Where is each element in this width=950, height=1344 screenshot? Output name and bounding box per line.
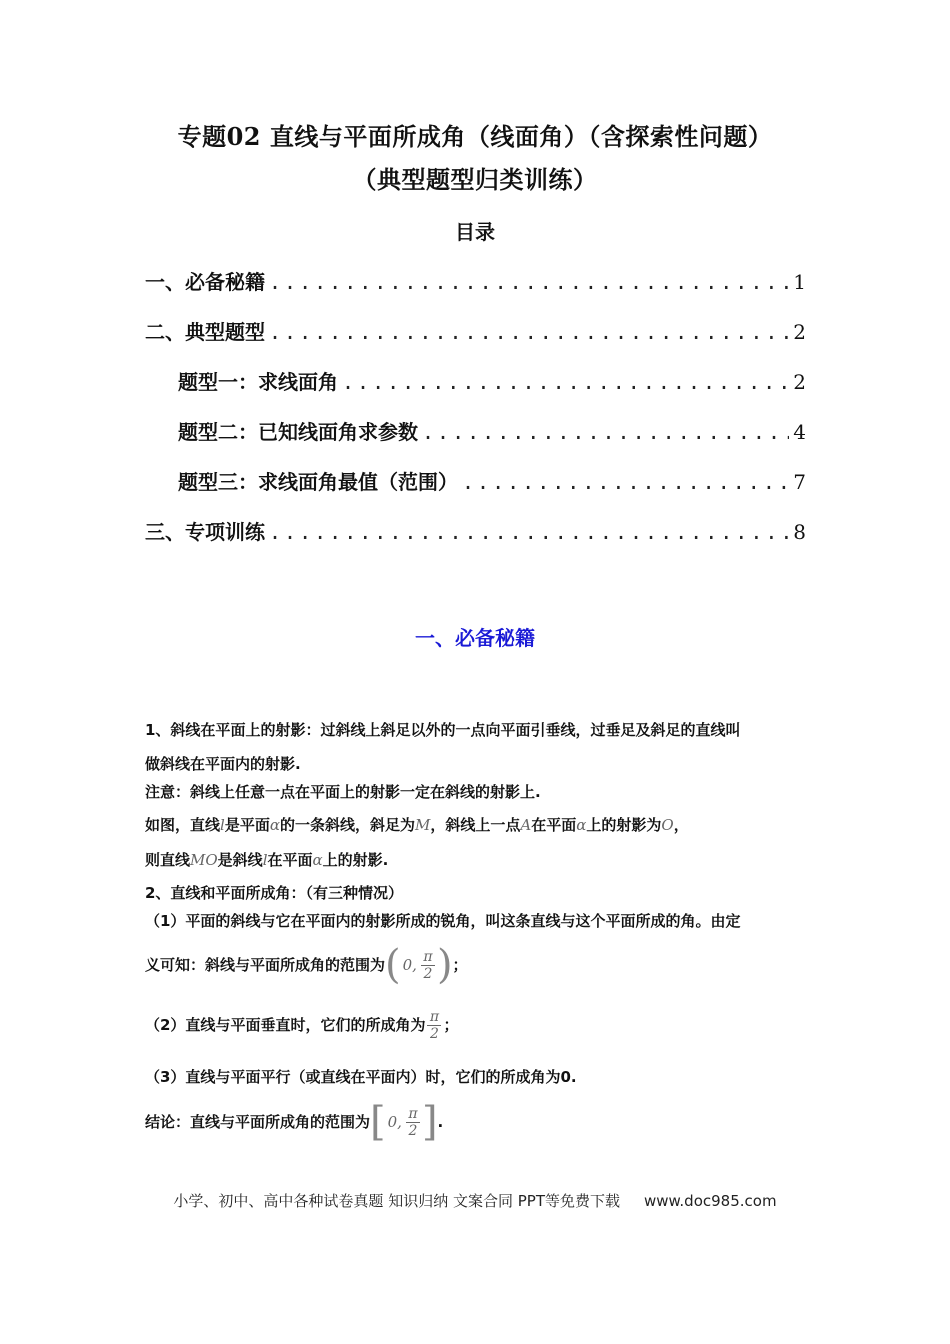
math-two: 2: [408, 1122, 418, 1139]
text-span: 是平面: [224, 816, 270, 834]
text-span: ；: [452, 956, 468, 974]
toc-page: 8: [793, 520, 806, 544]
math-zero: 0,: [402, 956, 417, 974]
toc-item-1[interactable]: [145, 266, 806, 295]
case-1: [145, 904, 810, 938]
text-span: 在平面: [267, 851, 313, 869]
text-span: 上的射影为: [586, 816, 662, 834]
toc-leader: [342, 370, 789, 394]
fraction-pi-over-2: [427, 1009, 441, 1042]
figure-description: [145, 808, 810, 842]
note-line: 注意：斜线上任意一点在平面上的射影一定在斜线的射影上.: [145, 783, 541, 801]
closed-interval: [370, 1099, 438, 1145]
toc-page: 4: [793, 420, 806, 444]
toc-item-label: 题型二：已知线面角求参数: [178, 420, 418, 444]
toc-leader: [462, 470, 789, 494]
math-zero: 0,: [387, 1113, 402, 1131]
toc-item-3[interactable]: [178, 366, 806, 395]
text-span: ，斜线上一点: [430, 816, 521, 834]
toc-item-label: 三、专项训练: [145, 520, 265, 544]
math-alpha: α: [312, 851, 323, 869]
text-line: 做斜线在平面内的射影.: [145, 755, 301, 773]
text-line: 1、斜线在平面上的射影：过斜线上斜足以外的一点向平面引垂线，过垂足及斜足的直线叫: [145, 721, 741, 739]
math-l: l: [220, 816, 225, 834]
case-2: [145, 1008, 810, 1042]
toc-page: 2: [793, 320, 806, 344]
math-two: 2: [429, 1025, 439, 1042]
paren-right: ): [436, 942, 453, 988]
text-span: 如图，直线: [145, 816, 221, 834]
text-span: （2）直线与平面垂直时，它们的所成角为: [145, 1016, 426, 1034]
text-span: 结论：直线与平面所成角的范围为: [145, 1113, 371, 1131]
toc-item-label: 题型三：求线面角最值（范围）: [178, 470, 458, 494]
toc-item-5[interactable]: [178, 466, 806, 495]
text-span: 则直线: [145, 851, 191, 869]
bracket-right: ]: [421, 1099, 438, 1145]
math-l: l: [262, 851, 268, 869]
case-3: （3）直线与平面平行（或直线在平面内）时，它们的所成角为0.: [145, 1068, 577, 1086]
toc-leader: [269, 520, 789, 544]
text-line: （1）平面的斜线与它在平面内的射影所成的锐角，叫这条直线与这个平面所成的角。由定: [145, 912, 741, 930]
math-M: M: [415, 816, 431, 834]
math-two: 2: [423, 965, 433, 982]
page-footer: [0, 1190, 950, 1211]
footer-url[interactable]: www.doc985.com: [643, 1192, 777, 1210]
fraction-pi-over-2: [421, 949, 435, 982]
text-span: ；: [443, 1016, 459, 1034]
toc-page: 7: [793, 470, 806, 494]
paren-left: (: [385, 942, 401, 988]
math-MO: MO: [190, 851, 218, 869]
toc-page: 2: [793, 370, 806, 394]
definition-angle-heading: 2、直线和平面所成角：（有三种情况）: [145, 884, 403, 902]
footer-text: 小学、初中、高中各种试卷真题 知识归纳 文案合同 PPT等免费下载: [173, 1192, 620, 1210]
text-span: 的一条斜线，斜足为: [279, 816, 415, 834]
toc-item-6[interactable]: [145, 516, 806, 545]
open-interval: [385, 942, 453, 988]
section-heading: 一、必备秘籍: [415, 626, 535, 650]
toc-item-2[interactable]: [145, 316, 806, 345]
math-pi: π: [423, 948, 433, 965]
definition-projection: [145, 713, 810, 781]
math-alpha: α: [576, 816, 587, 834]
toc-leader: [422, 420, 789, 444]
text-span: .: [437, 1113, 444, 1131]
text-span: ，: [673, 816, 689, 834]
toc-item-label: 二、典型题型: [145, 320, 265, 344]
text-span: 是斜线: [217, 851, 263, 869]
toc-heading: 目录: [455, 220, 495, 244]
math-O: O: [661, 816, 674, 834]
toc-leader: [269, 320, 789, 344]
math-A: A: [520, 816, 532, 834]
conclusion-range: [145, 1099, 810, 1145]
doc-title-line1: 专题02 直线与平面所成角（线面角）（含探索性问题）: [177, 122, 773, 151]
bracket-left: [: [370, 1099, 386, 1145]
toc-page: 1: [793, 270, 806, 294]
toc-item-label: 一、必备秘籍: [145, 270, 265, 294]
text-span: 在平面: [531, 816, 577, 834]
toc-item-label: 题型一：求线面角: [178, 370, 338, 394]
toc-leader: [269, 270, 789, 294]
projection-conclusion: [145, 843, 810, 877]
toc-item-4[interactable]: [178, 416, 806, 445]
text-span: 义可知：斜线与平面所成角的范围为: [145, 956, 386, 974]
text-span: 上的射影.: [322, 851, 389, 869]
doc-title-line2: （典型题型归类训练）: [352, 165, 598, 194]
case-1-range: [145, 942, 810, 988]
math-pi: π: [429, 1008, 440, 1025]
math-alpha: α: [269, 816, 280, 834]
math-pi: π: [408, 1105, 418, 1122]
fraction-pi-over-2: [406, 1106, 420, 1139]
